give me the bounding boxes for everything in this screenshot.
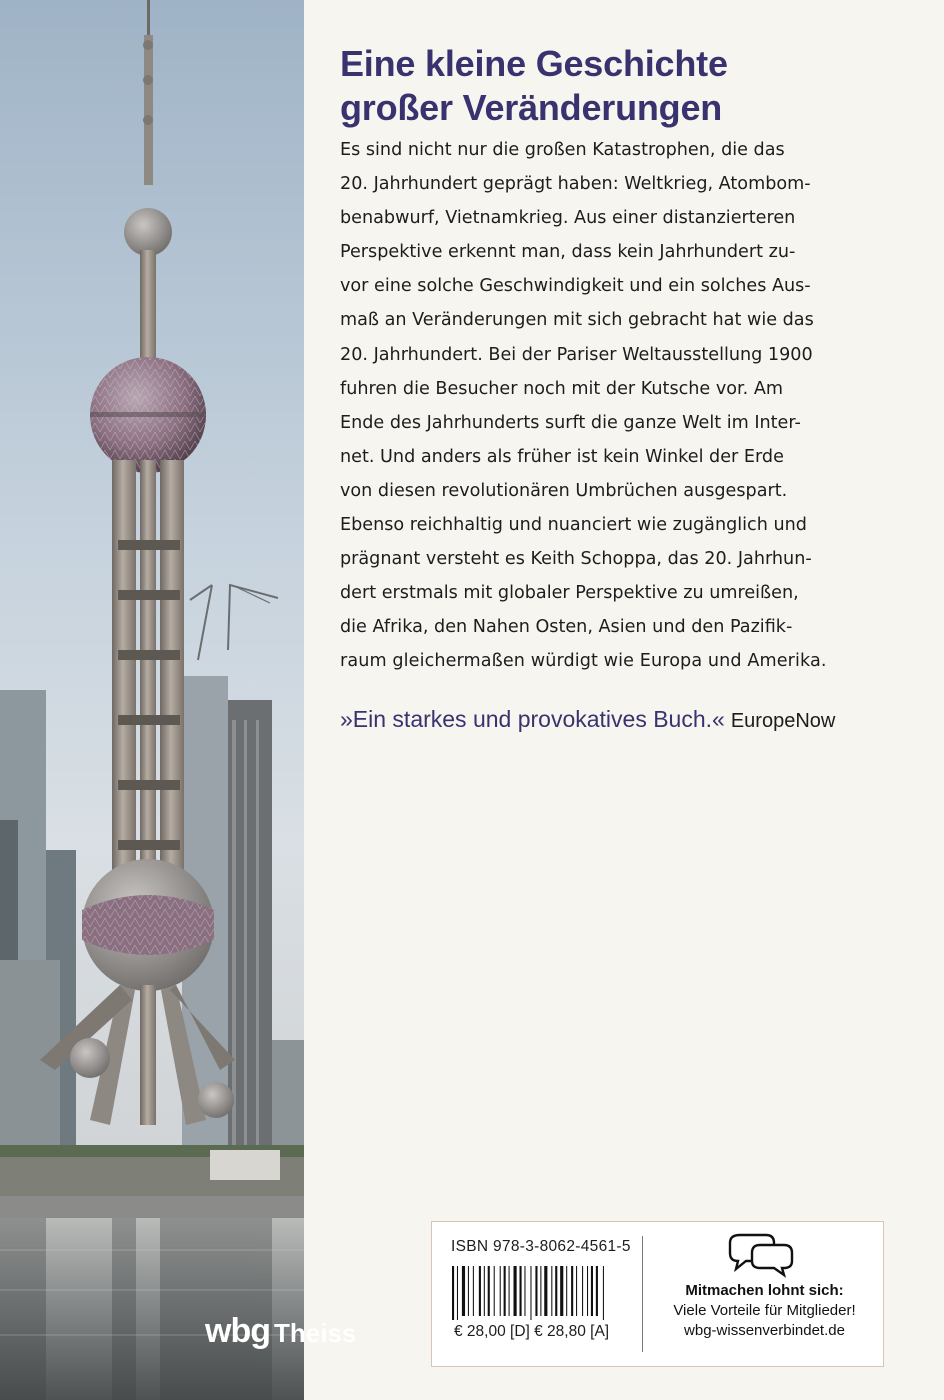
blurb-line: Ende des Jahrhunderts surft die ganze Welt im Inter-: [340, 412, 801, 433]
barcode-bar: [560, 1266, 563, 1316]
blurb-line: 20. Jahrhundert. Bei der Pariser Weltausstellung 1900: [340, 344, 813, 365]
blurb-line: die Afrika, den Nahen Osten, Asien und den Pazifik-: [340, 617, 793, 638]
barcode-bar: [551, 1266, 552, 1316]
blurb-line: vor eine solche Geschwindigkeit und ein solches Aus-: [340, 276, 811, 297]
barcode-bar: [530, 1266, 531, 1320]
barcode-image: [452, 1266, 624, 1320]
barcode-bar: [591, 1266, 593, 1316]
barcode-bar: [582, 1266, 583, 1316]
blurb-line: von diesen revolutionären Umbrüchen ausgespart.: [340, 480, 788, 501]
barcode-bar: [484, 1266, 485, 1316]
blurb-line: benabwurf, Vietnamkrieg. Aus einer distanzierteren: [340, 208, 796, 229]
barcode-bar: [457, 1266, 458, 1320]
blurb-line: raum gleichermaßen würdigt wie Europa und Amerika.: [340, 651, 827, 672]
barcode-bar: [452, 1266, 454, 1320]
barcode-bar: [509, 1266, 510, 1316]
barcode-box: [431, 1221, 884, 1367]
barcode-bar: [587, 1266, 588, 1316]
barcode-bar: [544, 1266, 547, 1316]
blurb-line: Es sind nicht nur die großen Katastrophen, die das: [340, 140, 785, 160]
blurb-line: Ebenso reichhaltig und nuanciert wie zugänglich und: [340, 515, 807, 536]
blurb-line: maß an Veränderungen mit sich gebracht hat wie das: [340, 310, 814, 331]
barcode-bar: [504, 1266, 506, 1316]
blurb-line: fuhren die Besucher noch mit der Kutsche vor. Am: [340, 378, 784, 399]
barcode-bar: [555, 1266, 557, 1316]
barcode-bar: [479, 1266, 481, 1316]
barcode-bar: [514, 1266, 517, 1316]
promo-heading: Mitmachen lohnt sich:: [685, 1282, 844, 1299]
blurb-line: Perspektive erkennt man, dass kein Jahrhundert zu-: [340, 242, 796, 263]
barcode-bar: [576, 1266, 577, 1316]
back-cover-title: [340, 42, 920, 130]
title-line: Eine kleine Geschichte: [340, 43, 728, 84]
barcode-bar: [596, 1266, 598, 1316]
cover-photo-tv-tower: [0, 0, 357, 1400]
barcode-bar: [473, 1266, 474, 1316]
blurb-line: dert erstmals mit globaler Perspektive zu umreißen,: [340, 583, 799, 604]
barcode-bar: [520, 1266, 522, 1316]
barcode-bar: [603, 1266, 604, 1320]
barcode-bar: [488, 1266, 490, 1316]
isbn-label: ISBN 978-3-8062-4561-5: [451, 1238, 631, 1255]
barcode-bar: [540, 1266, 541, 1316]
barcode-bar: [494, 1266, 495, 1316]
quote-source: EuropeNow: [730, 710, 836, 732]
speech-bubbles-icon: [726, 1231, 796, 1277]
barcode-bar: [535, 1266, 537, 1316]
barcode-bar: [468, 1266, 469, 1316]
imprint-name: Theiss: [273, 1318, 357, 1348]
barcode-bar: [500, 1266, 501, 1316]
blurb-text: [340, 133, 900, 679]
member-promo: [644, 1281, 885, 1341]
blurb-line: net. Und anders als früher ist kein Winkel der Erde: [340, 446, 784, 467]
publisher-logo: [205, 1312, 356, 1351]
blurb-line: prägnant versteht es Keith Schoppa, das 20. Jahrhun-: [340, 549, 812, 570]
blurb-line: 20. Jahrhundert geprägt haben: Weltkrieg, Atombom-: [340, 174, 811, 195]
promo-url: wbg-wissenverbindet.de: [684, 1322, 845, 1339]
barcode-bar: [462, 1266, 465, 1316]
barcode-bar: [524, 1266, 525, 1316]
price-label: € 28,00 [D] € 28,80 [A]: [454, 1323, 610, 1340]
promo-line: Viele Vorteile für Mitglieder!: [673, 1302, 856, 1319]
box-divider: [642, 1236, 643, 1352]
barcode-bar: [571, 1266, 573, 1316]
barcode-bar: [566, 1266, 567, 1316]
press-quote: [340, 706, 835, 733]
wbg-logo: wbg: [205, 1312, 270, 1350]
title-line: großer Veränderungen: [340, 87, 723, 128]
quote-text: »Ein starkes und provokatives Buch.«: [340, 706, 725, 732]
